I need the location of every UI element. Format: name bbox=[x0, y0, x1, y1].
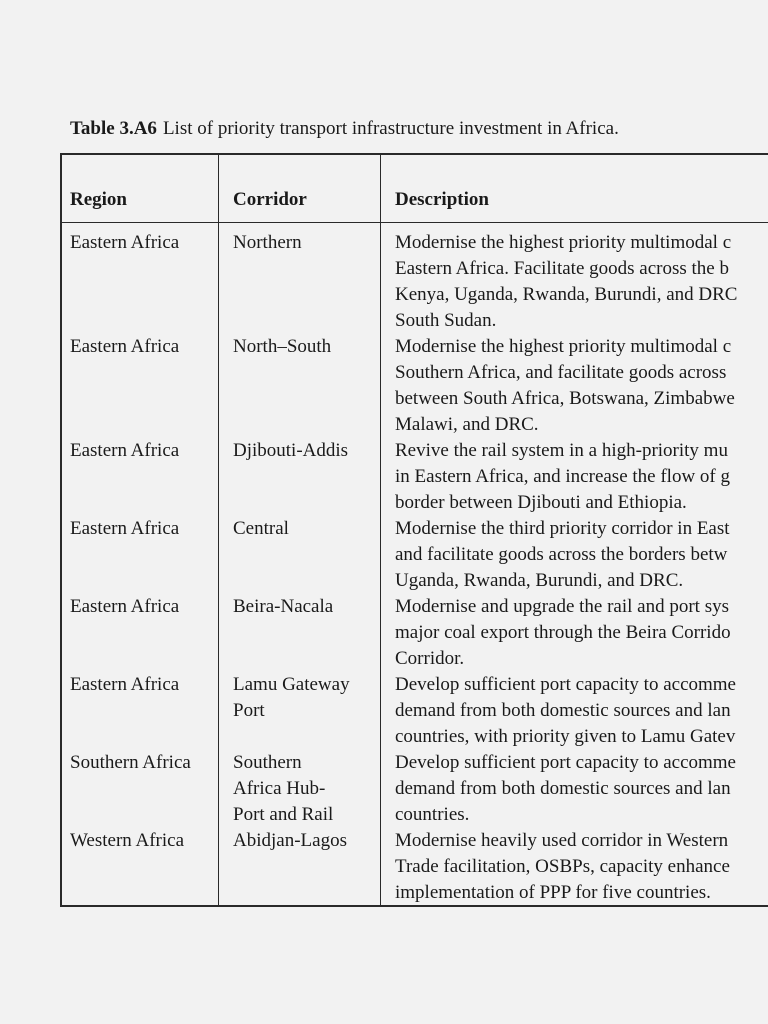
region-cell: Eastern Africa bbox=[70, 518, 180, 539]
table-row bbox=[62, 516, 768, 594]
corridor-line: Abidjan-Lagos bbox=[233, 830, 347, 851]
description-line: Revive the rail system in a high-priority mu bbox=[395, 440, 728, 461]
corridor-cell bbox=[233, 516, 289, 542]
corridor-cell bbox=[233, 230, 302, 256]
description-cell bbox=[395, 230, 737, 334]
description-line: Modernise heavily used corridor in Western bbox=[395, 830, 729, 851]
description-line: and facilitate goods across the borders betw bbox=[395, 544, 728, 565]
table-title: List of priority transport infrastructure investment in Africa. bbox=[162, 118, 619, 139]
corridor-line: Africa Hub- bbox=[233, 778, 326, 799]
region-cell: Southern Africa bbox=[70, 752, 191, 773]
description-line: Modernise the highest priority multimodal c bbox=[395, 232, 732, 253]
description-line: Southern Africa, and facilitate goods across bbox=[395, 362, 727, 383]
description-line: Modernise and upgrade the rail and port sys bbox=[395, 596, 729, 617]
description-cell bbox=[395, 594, 731, 672]
corridor-line: Port bbox=[233, 700, 265, 721]
description-line: demand from both domestic sources and lan bbox=[395, 700, 731, 721]
corridor-line: Northern bbox=[233, 232, 302, 253]
description-line: Corridor. bbox=[395, 648, 465, 669]
description-line: border between Djibouti and Ethiopia. bbox=[395, 492, 687, 513]
description-line: between South Africa, Botswana, Zimbabwe bbox=[395, 388, 735, 409]
description-cell bbox=[395, 828, 730, 906]
region-cell: Eastern Africa bbox=[70, 232, 180, 253]
priority-investment-table bbox=[60, 153, 768, 907]
corridor-cell bbox=[233, 594, 333, 620]
description-line: demand from both domestic sources and lan bbox=[395, 778, 731, 799]
corridor-line: Southern bbox=[233, 752, 302, 773]
corridor-cell bbox=[233, 438, 348, 464]
description-cell bbox=[395, 334, 735, 438]
table-row bbox=[62, 230, 768, 334]
description-line: countries. bbox=[395, 804, 470, 825]
region-cell: Eastern Africa bbox=[70, 674, 180, 695]
description-cell bbox=[395, 516, 730, 594]
description-line: Eastern Africa. Facilitate goods across the b bbox=[395, 258, 729, 279]
header-region: Region bbox=[70, 189, 127, 210]
description-cell bbox=[395, 672, 736, 750]
corridor-line: Port and Rail bbox=[233, 804, 334, 825]
region-cell: Eastern Africa bbox=[70, 440, 180, 461]
description-line: major coal export through the Beira Corrido bbox=[395, 622, 731, 643]
description-line: Kenya, Uganda, Rwanda, Burundi, and DRC bbox=[395, 284, 738, 305]
corridor-cell bbox=[233, 828, 347, 854]
region-cell: Eastern Africa bbox=[70, 336, 180, 357]
description-line: countries, with priority given to Lamu Gatev bbox=[395, 726, 736, 747]
corridor-cell bbox=[233, 750, 333, 828]
description-line: implementation of PPP for five countries. bbox=[395, 882, 711, 903]
description-line: in Eastern Africa, and increase the flow of g bbox=[395, 466, 731, 487]
table-row bbox=[62, 438, 768, 516]
region-cell: Eastern Africa bbox=[70, 596, 180, 617]
description-line: Malawi, and DRC. bbox=[395, 414, 539, 435]
table-row bbox=[62, 594, 768, 672]
table-row bbox=[62, 672, 768, 750]
description-cell bbox=[395, 750, 736, 828]
description-line: Develop sufficient port capacity to accomme bbox=[395, 752, 736, 773]
description-line: Develop sufficient port capacity to accomme bbox=[395, 674, 736, 695]
description-line: Uganda, Rwanda, Burundi, and DRC. bbox=[395, 570, 684, 591]
table-number: Table 3.A6 bbox=[70, 118, 157, 139]
description-cell bbox=[395, 438, 730, 516]
corridor-line: Central bbox=[233, 518, 289, 539]
description-line: Modernise the highest priority multimodal c bbox=[395, 336, 732, 357]
header-rule bbox=[62, 222, 768, 223]
table-caption bbox=[70, 118, 619, 140]
corridor-line: Beira-Nacala bbox=[233, 596, 334, 617]
description-line: Modernise the third priority corridor in East bbox=[395, 518, 730, 539]
description-line: Trade facilitation, OSBPs, capacity enhance bbox=[395, 856, 730, 877]
header-description: Description bbox=[395, 189, 489, 210]
corridor-cell bbox=[233, 672, 350, 724]
table-row bbox=[62, 828, 768, 906]
table-row bbox=[62, 334, 768, 438]
region-cell: Western Africa bbox=[70, 830, 184, 851]
corridor-line: Lamu Gateway bbox=[233, 674, 350, 695]
description-line: South Sudan. bbox=[395, 310, 497, 331]
corridor-cell bbox=[233, 334, 331, 360]
table-body bbox=[62, 230, 768, 906]
corridor-line: Djibouti-Addis bbox=[233, 440, 349, 461]
corridor-line: North–South bbox=[233, 336, 332, 357]
table-row bbox=[62, 750, 768, 828]
header-corridor: Corridor bbox=[233, 189, 307, 210]
